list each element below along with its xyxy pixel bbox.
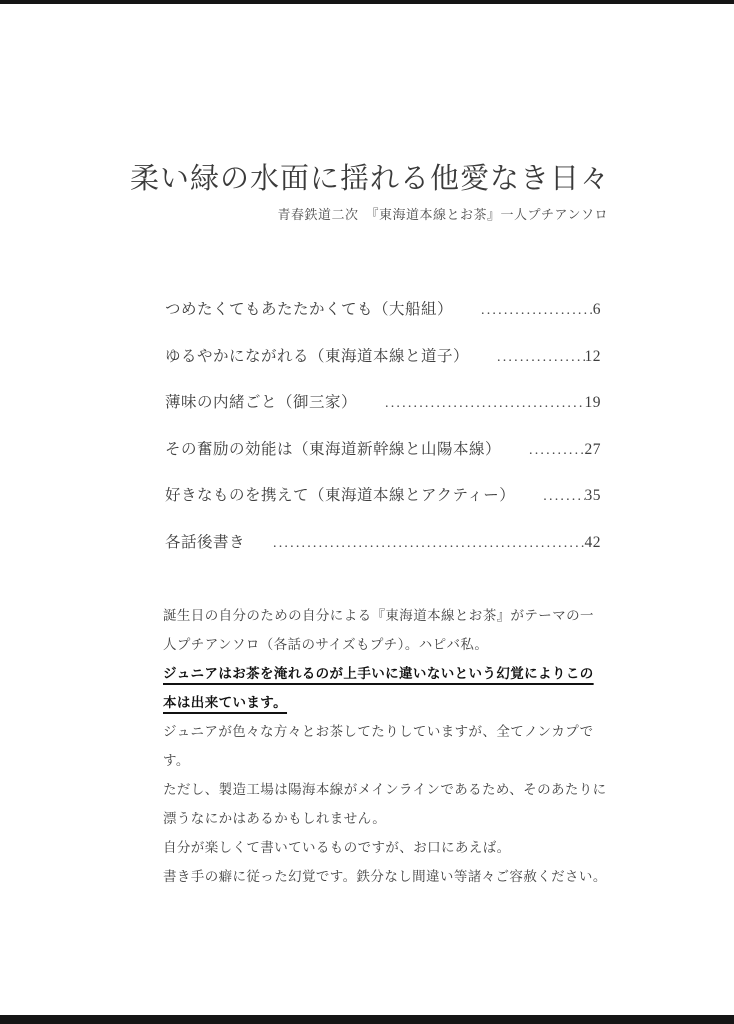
toc-entry xyxy=(165,390,601,437)
toc-entry xyxy=(165,483,601,530)
foreword-paragraph: 自分が楽しくて書いているものですが、お口にあえば。 xyxy=(163,840,511,855)
toc-entry-title: 各話後書き xyxy=(165,533,246,551)
toc-entry-page-number: 42 xyxy=(584,533,601,551)
page-bottom-border xyxy=(0,1015,734,1024)
toc-entry-title: つめたくてもあたたかくても（大船組） xyxy=(165,301,454,318)
dot-leader xyxy=(529,443,584,459)
toc-entry-page-number: 12 xyxy=(584,347,601,365)
page-top-border xyxy=(0,0,734,4)
foreword-paragraph: ただし、製造工場は陽海本線がメインラインであるため、そのあたりに漂うなにかはあるかもしれません。 xyxy=(163,782,607,826)
toc-entry xyxy=(165,344,601,391)
dot-leader xyxy=(481,303,593,319)
page-title: 柔い緑の水面に揺れる他愛なき日々 xyxy=(130,163,611,195)
table-of-contents xyxy=(165,297,601,576)
dot-leader xyxy=(497,350,584,366)
toc-entry-page-number: 6 xyxy=(592,301,601,318)
toc-entry-page-number: 35 xyxy=(584,487,601,504)
foreword-notes xyxy=(163,601,607,891)
toc-entry xyxy=(165,530,601,577)
foreword-paragraph: ジュニアはお茶を淹れるのが上手いに違いないという幻覚によりこの本は出来ています。 xyxy=(163,666,594,710)
title-block xyxy=(130,156,611,223)
toc-entry-title: 薄味の内緒ごと（御三家） xyxy=(165,394,358,411)
dot-leader xyxy=(385,396,584,412)
toc-entry-title: 好きなものを携えて（東海道本線とアクティー） xyxy=(165,487,516,504)
page-subtitle: 青春鉄道二次 『東海道本線とお茶』一人プチアンソロ xyxy=(277,207,608,222)
toc-entry-title: その奮励の効能は（東海道新幹線と山陽本線） xyxy=(165,440,502,458)
foreword-paragraph: 誕生日の自分のための自分による『東海道本線とお茶』がテーマの一人プチアンソロ（各話のサイズもプチ）。ハピバ私。 xyxy=(163,608,594,652)
dot-leader xyxy=(543,489,584,505)
foreword-paragraph: ジュニアが色々な方々とお茶してたりしていますが、全てノンカプです。 xyxy=(163,724,594,768)
toc-entry-title: ゆるやかにながれる（東海道本線と道子） xyxy=(165,347,470,365)
dot-leader xyxy=(273,536,584,552)
foreword-paragraph: 書き手の癖に従った幻覚です。鉄分なし間違い等諸々ご容赦ください。 xyxy=(163,869,607,884)
toc-entry-page-number: 27 xyxy=(584,440,601,458)
toc-entry xyxy=(165,437,601,484)
toc-entry xyxy=(165,297,601,344)
toc-entry-page-number: 19 xyxy=(584,394,601,411)
